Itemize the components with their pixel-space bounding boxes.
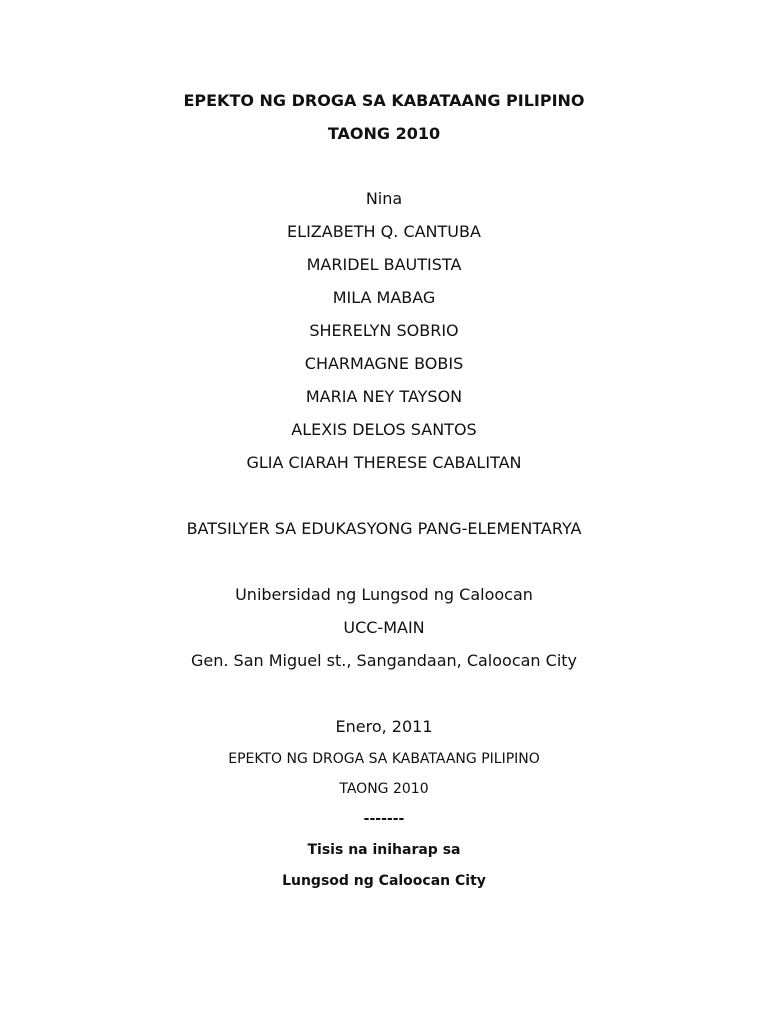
- title-line-1: EPEKTO NG DROGA SA KABATAANG PILIPINO: [183, 91, 585, 110]
- author-name: CHARMAGNE BOBIS: [304, 354, 464, 373]
- author-name: SHERELYN SOBRIO: [309, 321, 459, 340]
- document-date: Enero, 2011: [335, 717, 433, 736]
- thesis-line-2: Lungsod ng Caloocan City: [282, 873, 486, 889]
- institution-address: Gen. San Miguel st., Sangandaan, Caloocan City: [191, 651, 577, 670]
- author-name: ELIZABETH Q. CANTUBA: [287, 222, 481, 241]
- author-name: ALEXIS DELOS SANTOS: [291, 420, 477, 439]
- second-title-line-2: TAONG 2010: [339, 781, 429, 797]
- institution-campus: UCC-MAIN: [343, 618, 425, 637]
- thesis-line-1: Tisis na iniharap sa: [307, 842, 461, 858]
- title-line-2: TAONG 2010: [327, 124, 441, 143]
- institution-name: Unibersidad ng Lungsod ng Caloocan: [235, 585, 533, 604]
- author-name: MARIDEL BAUTISTA: [306, 255, 462, 274]
- author-name: MILA MABAG: [332, 288, 436, 307]
- author-name: GLIA CIARAH THERESE CABALITAN: [246, 453, 522, 472]
- program-name: BATSILYER SA EDUKASYONG PANG-ELEMENTARYA: [186, 519, 582, 538]
- separator-dashes: -------: [363, 811, 405, 827]
- second-title-line-1: EPEKTO NG DROGA SA KABATAANG PILIPINO: [228, 751, 540, 767]
- author-name: MARIA NEY TAYSON: [305, 387, 463, 406]
- authors-intro: Nina: [365, 189, 403, 208]
